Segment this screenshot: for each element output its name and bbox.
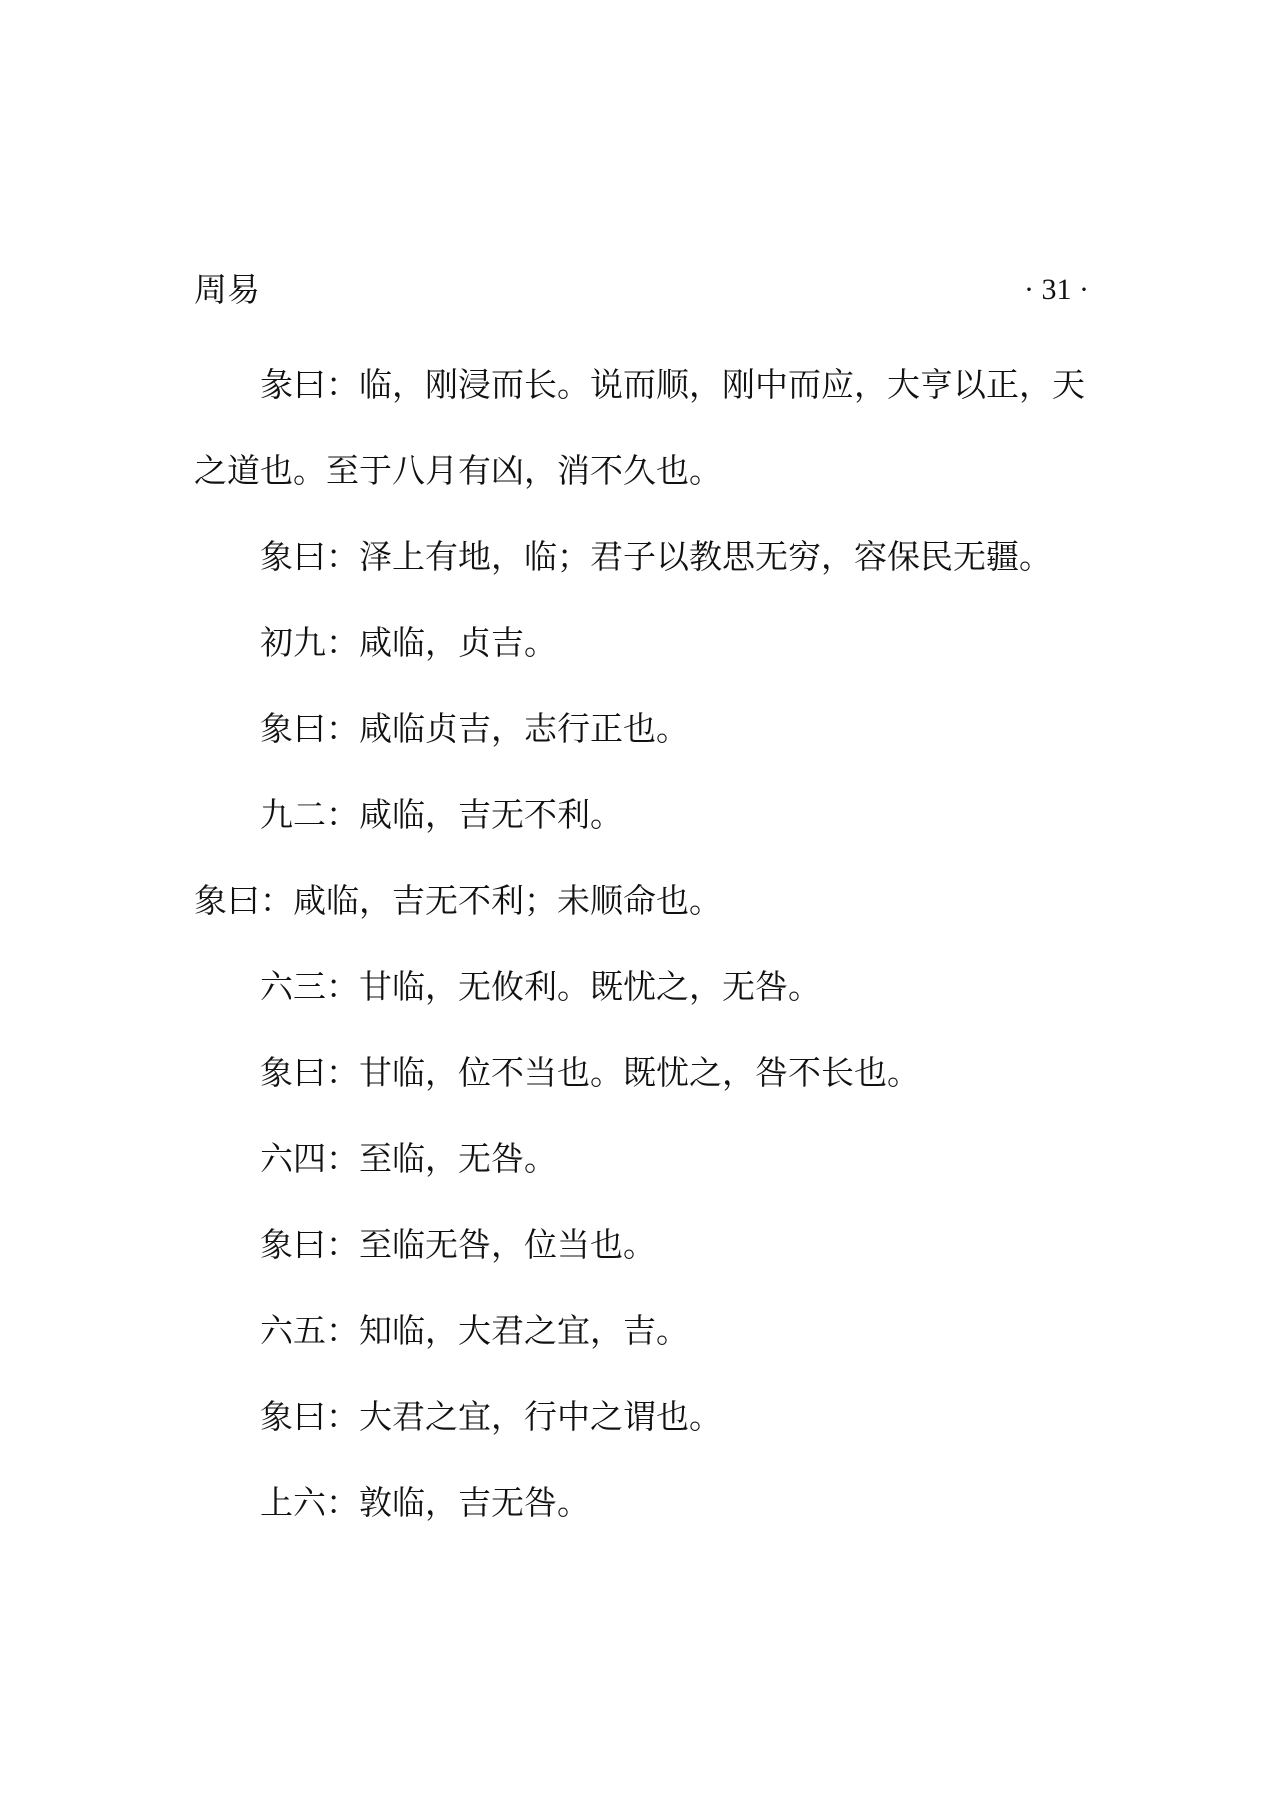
paragraph-xiang-liu-si: 象曰：至临无咎，位当也。 [260,1225,656,1264]
paragraph-xiang-image: 象曰：泽上有地，临；君子以教思无穷，容保民无疆。 [260,537,1052,576]
page-header [194,266,1089,314]
paragraph-xiang-liu-san: 象曰：甘临，位不当也。既忧之，咎不长也。 [260,1053,920,1092]
paragraph-line-shang-liu: 上六：敦临，吉无咎。 [260,1483,590,1522]
book-title: 周易 [194,270,260,309]
paragraph-line-chu-jiu: 初九：咸临，贞吉。 [260,623,557,662]
page-number: · 31 · [1024,273,1089,306]
paragraph-line-jiu-er: 九二：咸临，吉无不利。 [260,795,623,834]
paragraph-tuan-commentary: 彖曰：临，刚浸而长。说而顺，刚中而应，大亨以正，天之道也。至于八月有凶，消不久也。 [194,365,1085,490]
paragraph-xiang-liu-wu: 象曰：大君之宜，行中之谓也。 [260,1397,722,1436]
paragraph-line-liu-san: 六三：甘临，无攸利。既忧之，无咎。 [260,967,821,1006]
paragraph-line-liu-wu: 六五：知临，大君之宜，吉。 [260,1311,689,1350]
paragraph-line-liu-si: 六四：至临，无咎。 [260,1139,557,1178]
paragraph-xiang-jiu-er: 象曰：咸临，吉无不利；未顺命也。 [194,881,722,920]
body-text [194,342,1089,1546]
paragraph-xiang-chu-jiu: 象曰：咸临贞吉，志行正也。 [260,709,689,748]
